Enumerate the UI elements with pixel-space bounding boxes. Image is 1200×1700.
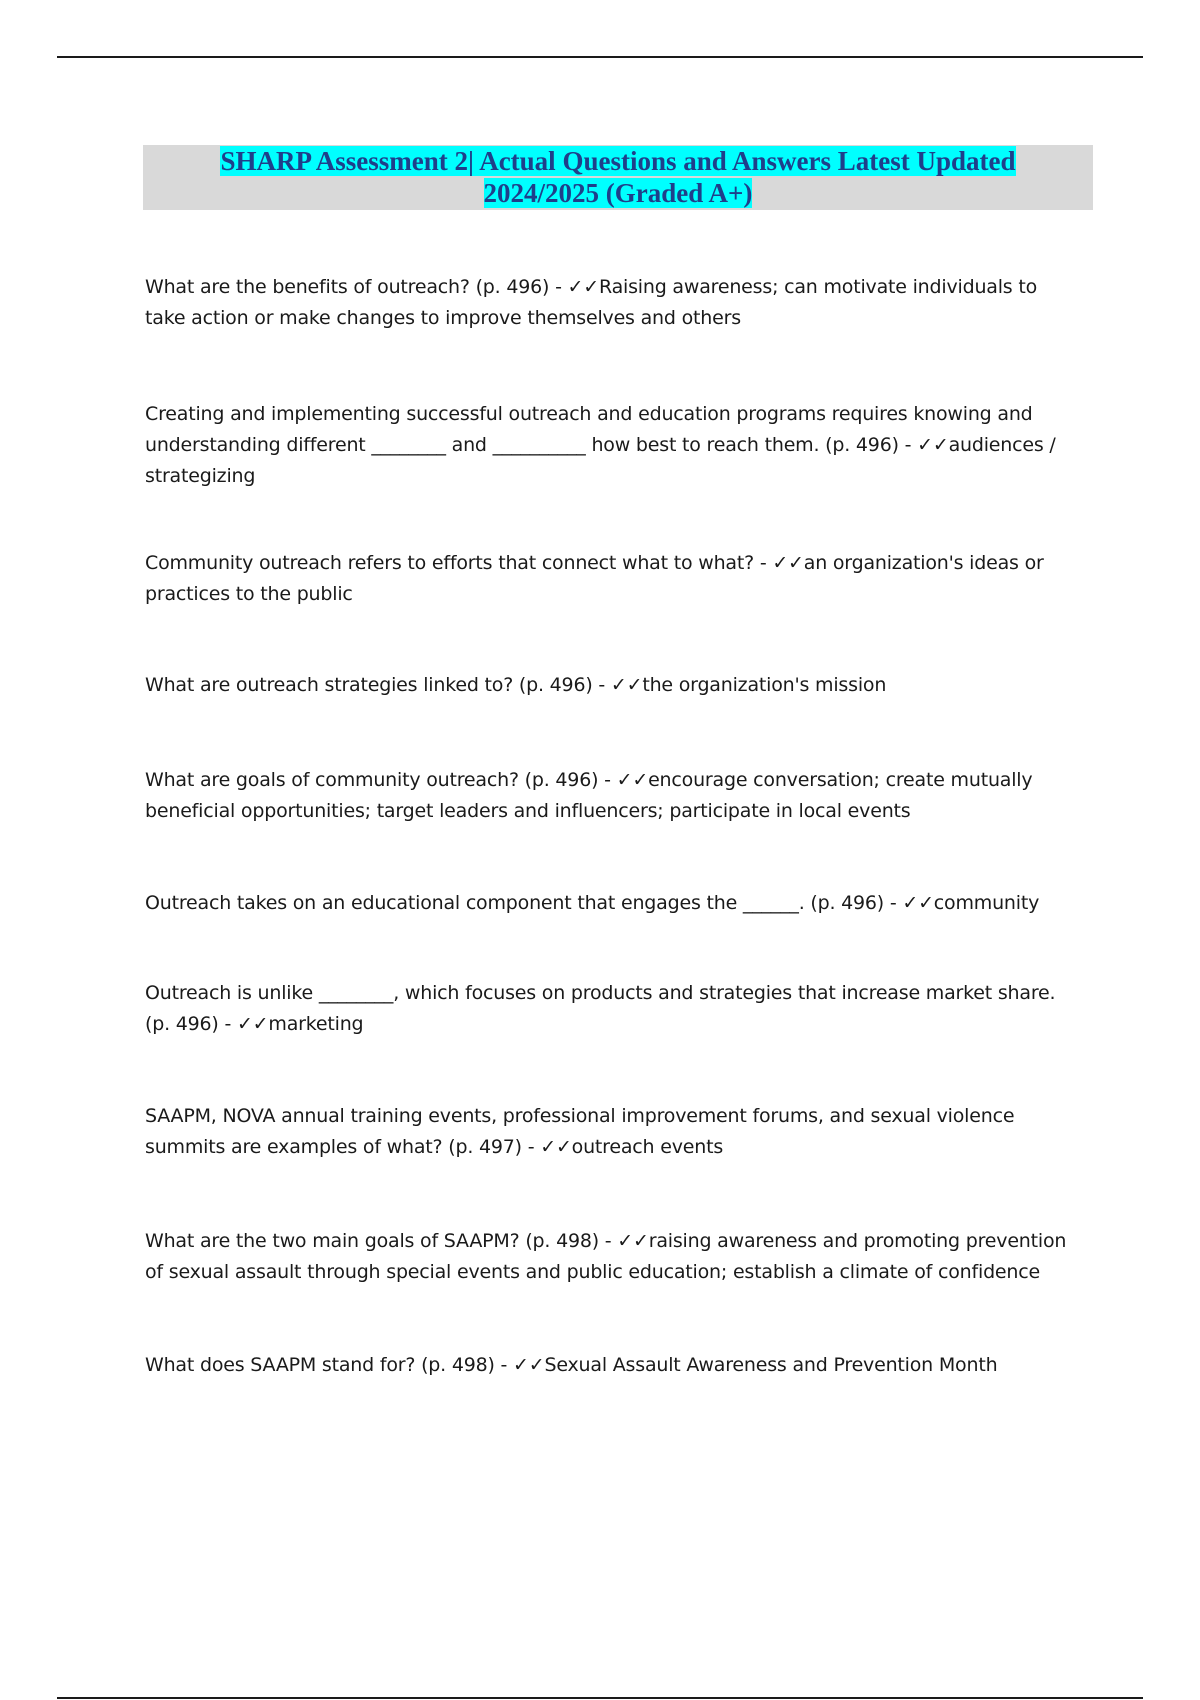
qa-item-6: Outreach takes on an educational component that engages the ______. (p. 496) - ✓✓community — [145, 892, 1040, 914]
bottom-rule — [57, 1697, 1143, 1699]
qa-item-7: Outreach is unlike ________, which focuses on products and strategies that increase market share. (p. 496) - ✓✓marketing — [145, 982, 1056, 1035]
title-line-1: SHARP Assessment 2| Actual Questions and Answers Latest Updated — [220, 146, 1016, 176]
qa-item-4: What are outreach strategies linked to? (p. 496) - ✓✓the organization's mission — [145, 674, 887, 696]
qa-item-3: Community outreach refers to efforts that connect what to what? - ✓✓an organization's ideas or practices to the public — [145, 552, 1044, 605]
qa-item-2: Creating and implementing successful outreach and education programs requires knowing and understanding different ________ and __________ how best to reach them. (p. 496) - ✓✓audiences / strategizing — [145, 403, 1056, 487]
qa-item-5: What are goals of community outreach? (p. 496) - ✓✓encourage conversation; create mutually beneficial opportunities; target leaders and influencers; participate in local events — [145, 769, 1033, 822]
qa-item-9: What are the two main goals of SAAPM? (p. 498) - ✓✓raising awareness and promoting prevention of sexual assault through special events and public education; establish a climate of confidence — [145, 1230, 1067, 1283]
document-title — [143, 145, 1093, 210]
qa-item-1: What are the benefits of outreach? (p. 496) - ✓✓Raising awareness; can motivate individuals to take action or make changes to improve themselves and others — [145, 276, 1038, 329]
title-line-2: 2024/2025 (Graded A+) — [483, 178, 753, 208]
top-rule — [57, 56, 1143, 58]
qa-item-10: What does SAAPM stand for? (p. 498) - ✓✓Sexual Assault Awareness and Prevention Month — [145, 1354, 998, 1376]
qa-item-8: SAAPM, NOVA annual training events, professional improvement forums, and sexual violence summits are examples of what? (p. 497) - ✓✓outreach events — [145, 1105, 1015, 1158]
